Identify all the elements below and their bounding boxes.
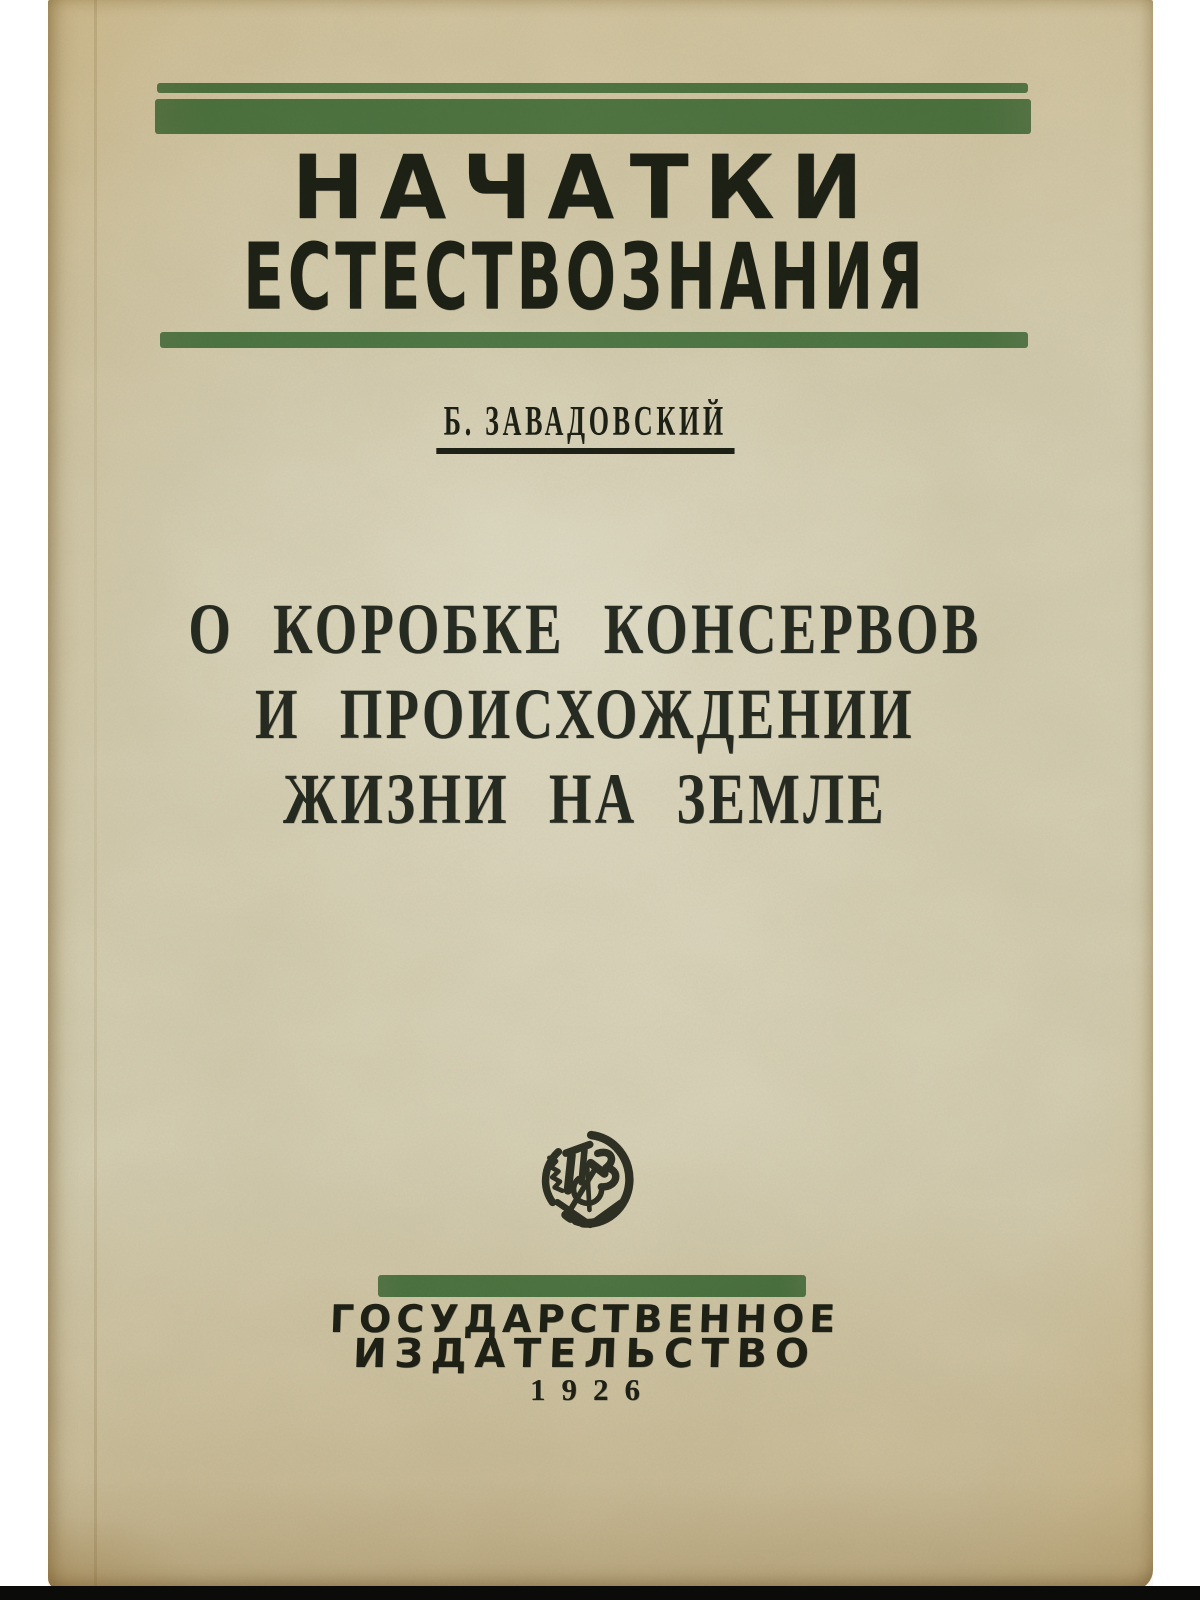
publication-year: 1926 bbox=[530, 1372, 656, 1407]
scan-background-bottom bbox=[0, 1586, 1200, 1600]
publisher-name-line2: ИЗДАТЕЛЬСТВО bbox=[352, 1331, 818, 1377]
author-line bbox=[0, 400, 1170, 454]
series-title bbox=[0, 136, 1170, 331]
series-title-line2: ЕСТЕСТВОЗНАНИЯ bbox=[243, 223, 927, 331]
publisher-imprint bbox=[0, 1297, 1170, 1407]
publisher-green-rule bbox=[378, 1275, 806, 1297]
author-name: Б. ЗАВАДОВСКИЙ bbox=[436, 400, 734, 454]
publisher-name-line1: ГОСУДАРСТВЕННОЕ bbox=[329, 1297, 841, 1341]
book-title bbox=[0, 588, 1170, 843]
middle-green-rule bbox=[160, 332, 1028, 348]
series-title-line1: НАЧАТКИ bbox=[291, 136, 879, 239]
publisher-emblem-marks bbox=[543, 1133, 631, 1227]
book-title-line2: И ПРОИСХОЖДЕНИИ bbox=[255, 675, 915, 755]
top-thin-green-rule bbox=[157, 83, 1028, 93]
book-title-line3: ЖИЗНИ НА ЗЕМЛЕ bbox=[282, 760, 888, 840]
top-thick-green-bar bbox=[155, 99, 1031, 134]
publisher-emblem-icon bbox=[532, 1120, 644, 1242]
book-title-line1: О КОРОБКЕ КОНСЕРВОВ bbox=[188, 590, 982, 670]
